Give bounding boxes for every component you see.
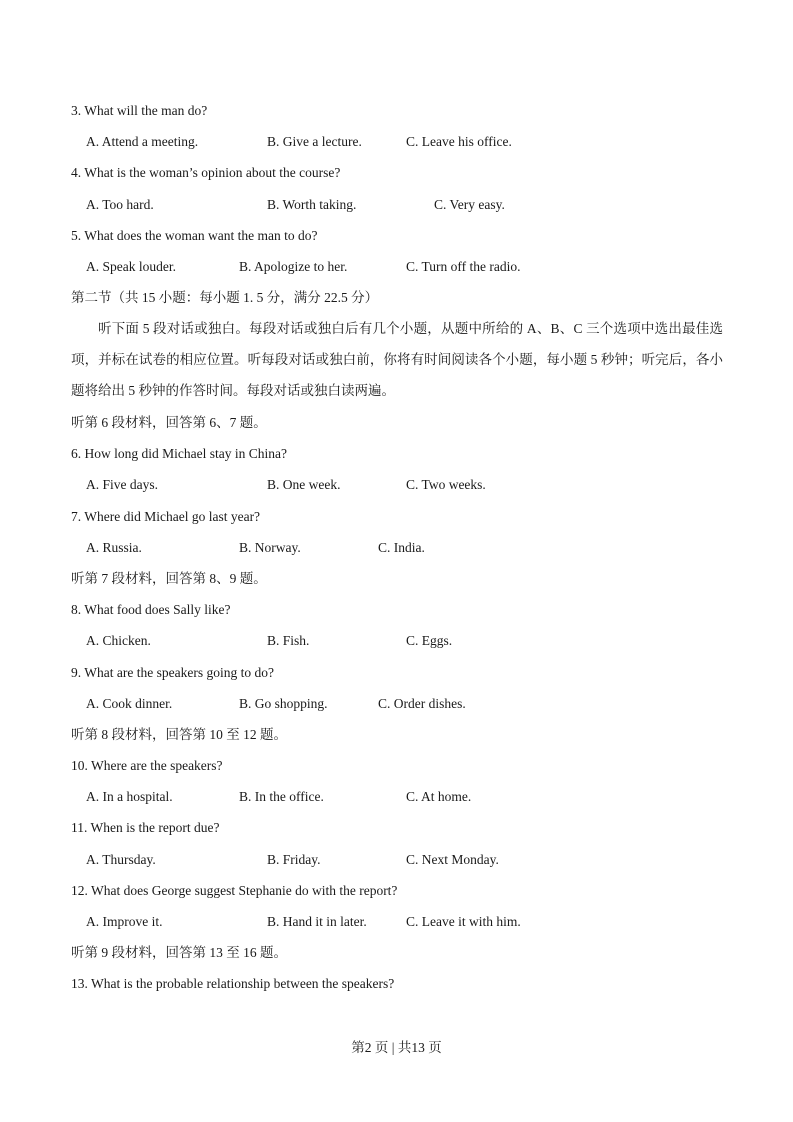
option-a: A. In a hospital. xyxy=(86,789,173,804)
question-stem: 6. How long did Michael stay in China? xyxy=(71,446,287,461)
option-b: B. One week. xyxy=(267,477,341,492)
option-a: A. Improve it. xyxy=(86,914,163,929)
option-a: A. Cook dinner. xyxy=(86,696,173,711)
question-stem: 12. What does George suggest Stephanie do with the report? xyxy=(71,883,398,898)
question-stem: 8. What food does Sally like? xyxy=(71,602,231,617)
option-c: C. Very easy. xyxy=(434,197,505,212)
option-a: A. Attend a meeting. xyxy=(86,134,199,149)
option-a: A. Five days. xyxy=(86,477,158,492)
option-a: A. Chicken. xyxy=(86,633,151,648)
option-c: C. At home. xyxy=(406,789,472,804)
option-b: B. Hand it in later. xyxy=(267,914,367,929)
material-heading: 听第 7 段材料，回答第 8、9 题。 xyxy=(71,571,267,586)
option-b: B. Worth taking. xyxy=(267,197,357,212)
option-b: B. Go shopping. xyxy=(239,696,328,711)
option-c: C. Leave it with him. xyxy=(406,914,521,929)
question-stem: 13. What is the probable relationship between the speakers? xyxy=(71,976,395,991)
option-b: B. Apologize to her. xyxy=(239,259,348,274)
question-stem: 10. Where are the speakers? xyxy=(71,758,223,773)
material-heading: 听第 6 段材料，回答第 6、7 题。 xyxy=(71,415,267,430)
section-header: 第二节（共 15 小题：每小题 1. 5 分，满分 22.5 分） xyxy=(71,290,379,305)
question-stem: 4. What is the woman’s opinion about the course? xyxy=(71,165,341,180)
question-stem: 9. What are the speakers going to do? xyxy=(71,665,274,680)
option-b: B. Give a lecture. xyxy=(267,134,362,149)
material-heading: 听第 8 段材料，回答第 10 至 12 题。 xyxy=(71,727,287,742)
question-stem: 5. What does the woman want the man to do? xyxy=(71,228,318,243)
section-instructions: 听下面 5 段对话或独白。每段对话或独白后有几个小题，从题中所给的 A、B、C 三个选项中选出最佳选项，并标在试卷的相应位置。听每段对话或独白前，你将有时间阅读各个小题，每小题 5 秒钟；听完后，各小题将给出 5 秒钟的作答时间。每段对话或独白读两遍。 xyxy=(71,321,723,399)
option-a: A. Russia. xyxy=(86,540,142,555)
option-c: C. Order dishes. xyxy=(378,696,466,711)
option-a: A. Speak louder. xyxy=(86,259,176,274)
option-a: A. Too hard. xyxy=(86,197,154,212)
option-c: C. India. xyxy=(378,540,425,555)
option-c: C. Next Monday. xyxy=(406,852,499,867)
question-stem: 11. When is the report due? xyxy=(71,820,220,835)
option-c: C. Eggs. xyxy=(406,633,453,648)
option-c: C. Leave his office. xyxy=(406,134,512,149)
option-c: C. Turn off the radio. xyxy=(406,259,521,274)
material-heading: 听第 9 段材料，回答第 13 至 16 题。 xyxy=(71,945,287,960)
page-footer: 第2 页 | 共13 页 xyxy=(351,1040,442,1055)
option-b: B. Norway. xyxy=(239,540,301,555)
option-b: B. In the office. xyxy=(239,789,324,804)
option-b: B. Fish. xyxy=(267,633,310,648)
question-stem: 7. Where did Michael go last year? xyxy=(71,509,261,524)
option-a: A. Thursday. xyxy=(86,852,156,867)
question-stem: 3. What will the man do? xyxy=(71,103,208,118)
option-b: B. Friday. xyxy=(267,852,321,867)
option-c: C. Two weeks. xyxy=(406,477,486,492)
